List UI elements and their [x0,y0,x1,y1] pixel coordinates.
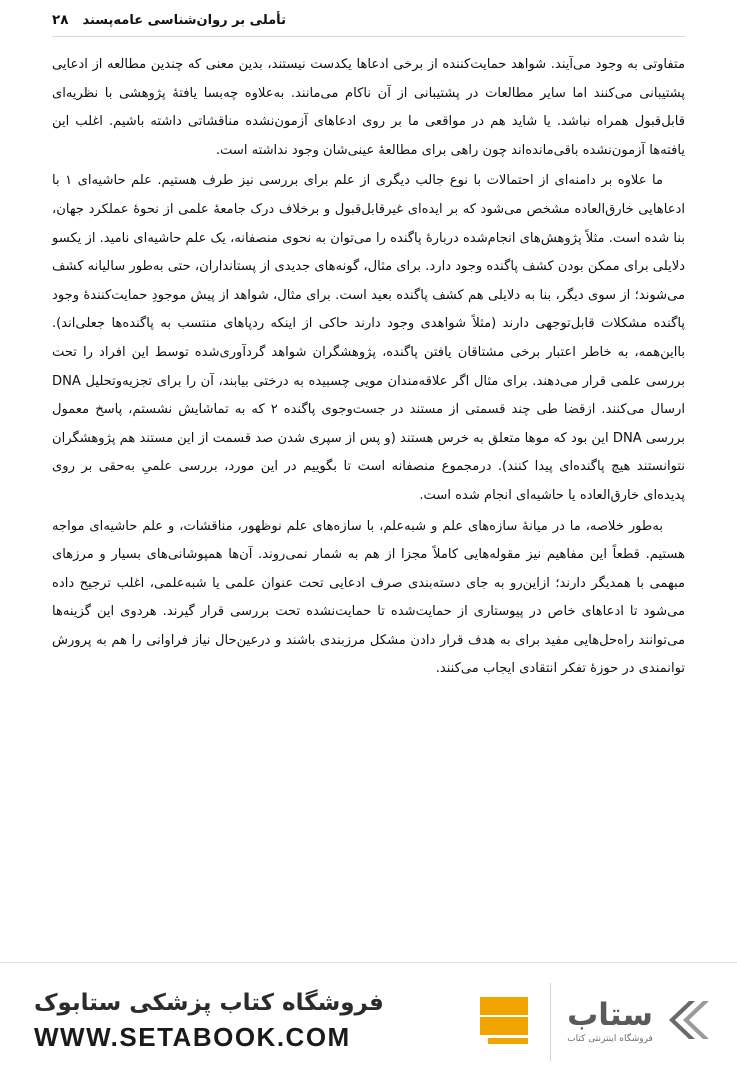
footer-logo-main: ستاب [567,996,653,1033]
footer-divider [550,983,551,1061]
footer-logo-group [567,998,711,1046]
setabook-mark-icon [474,991,534,1053]
chevron-left-icon [665,998,711,1046]
footer-logo-sub: فروشگاه اینترنتی کتاب [567,1033,653,1044]
page-header [52,12,685,37]
paragraph-2: ما علاوه بر دامنه‌ای از احتمالات با نوع جالب دیگری از علم برای بررسی نیز طرف هستیم. علم حاشیه‌ای ۱ با ادعاهایی خارق‌العاده مشخص می‌شود که بر ایده‌ای غیرقابل‌قبول و برخلاف درک جامعهٔ علمی از نحوهٔ عملکرد جهان، بنا شده است. مثلاً پژوهش‌های انجام‌شده دربارهٔ پاگنده را می‌توان به نحوی منصفانه، یک علم حاشیه‌ای نامید. از یکسو دلایلی برای ممکن بودن کشف پاگنده وجود دارد. برای مثال، گونه‌های جدیدی از پستانداران، حتی به‌طور سالیانه کشف می‌شوند؛ از سوی دیگر، بنا به دلایلی هم کشف پاگنده بعید است. برای مثال، شواهد از پیش موجودِ حمایت‌کنندهٔ وجود پاگنده مشکلات قابل‌توجهی دارند (مثلاً شواهدی وجود دارند حاکی از اینکه ردپاهای منتسب به پاگنده‌ها جعلی‌اند). بااین‌همه، به خاطر اعتبار برخی مشتاقان یافتن پاگنده، پژوهشگران شواهد گردآوری‌شده توسط این افراد را تحت بررسی علمی قرار می‌دهند. برای مثال اگر علاقه‌مندان مویی چسبیده به درختی بیابند، آن را برای تجزیه‌وتحلیل DNA ارسال می‌کنند. ازقضا طی چند قسمتی از مستند در جست‌وجوی پاگنده ۲ که به تماشایش نشستم، پاسخ معمول بررسی DNA این بود که موها متعلق به خرس هستند (و پس از سپری شدن صد قسمت از این مستند هم پژوهشگران نتوانستند هیچ پاگنده‌ای پیدا کنند). درمجموع منصفانه است تا بگوییم در این مورد، بررسی علمیِ به‌حقی بر روی پدیده‌ای خارق‌العاده یا حاشیه‌ای انجام شده است. [52,173,685,503]
paragraph-1: متفاوتی به وجود می‌آیند. شواهد حمایت‌کننده از برخی ادعاها یکدست نیستند، بدین معنی که چندین مطالعه از ادعایی پشتیبانی می‌کنند اما سایر مطالعات در پشتیبانی از آن ناکام می‌مانند. به‌علاوه چه‌بسا یافتهٔ پژوهشی با نظریه‌ای قابل‌قبول همراه نباشد. یا شاید هم در مواقعی ما بر روی ادعاهای آزمون‌نشده مناقشاتی داشته باشیم. اغلب این یافته‌ها آزمون‌نشده باقی‌مانده‌اند چون راهی برای مطالعهٔ عینی‌شان وجود نداشته است. [52,57,685,158]
shop-name: فروشگاه کتاب پزشکی ستابوک [34,990,384,1016]
footer-banner [0,962,737,1080]
page-body [52,51,685,962]
footer-shop-info [26,990,464,1053]
page-number: ۲۸ [52,12,69,28]
shop-url[interactable]: WWW.SETABOOK.COM [34,1022,351,1052]
footer-logo-wordmark [567,996,653,1044]
paragraph-3: به‌طور خلاصه، ما در میانهٔ سازه‌های علم و شبه‌علم، با سازه‌های علم نوظهور، مناقشات، و علم حاشیه‌ای مواجه هستیم. قطعاً این مفاهیم نیز مقوله‌هایی کاملاً مجزا از هم به شمار نمی‌روند. آن‌ها همپوشانی‌های بسیار و مرزهای مبهمی با همدیگر دارند؛ ازاین‌رو به جای دسته‌بندی صرف ادعایی تحت عنوان علمی یا شبه‌علمی، اغلب ترجیح داده می‌شود تا ادعاهای خاص در پیوستاری از حمایت‌شده تا حمایت‌نشده تحت بررسی قرار گیرند. هردوی این گزینه‌ها می‌توانند راه‌حل‌هایی مفید برای به هدف قرار دادن مشکل مرزبندی باشند و درعین‌حال نیاز فراوانی را هم به پرورش توانمندی در حوزهٔ تفکر انتقادی ایجاب می‌کنند. [52,518,685,677]
book-title: تأملی بر روان‌شناسی عامه‌پسند [82,13,286,28]
